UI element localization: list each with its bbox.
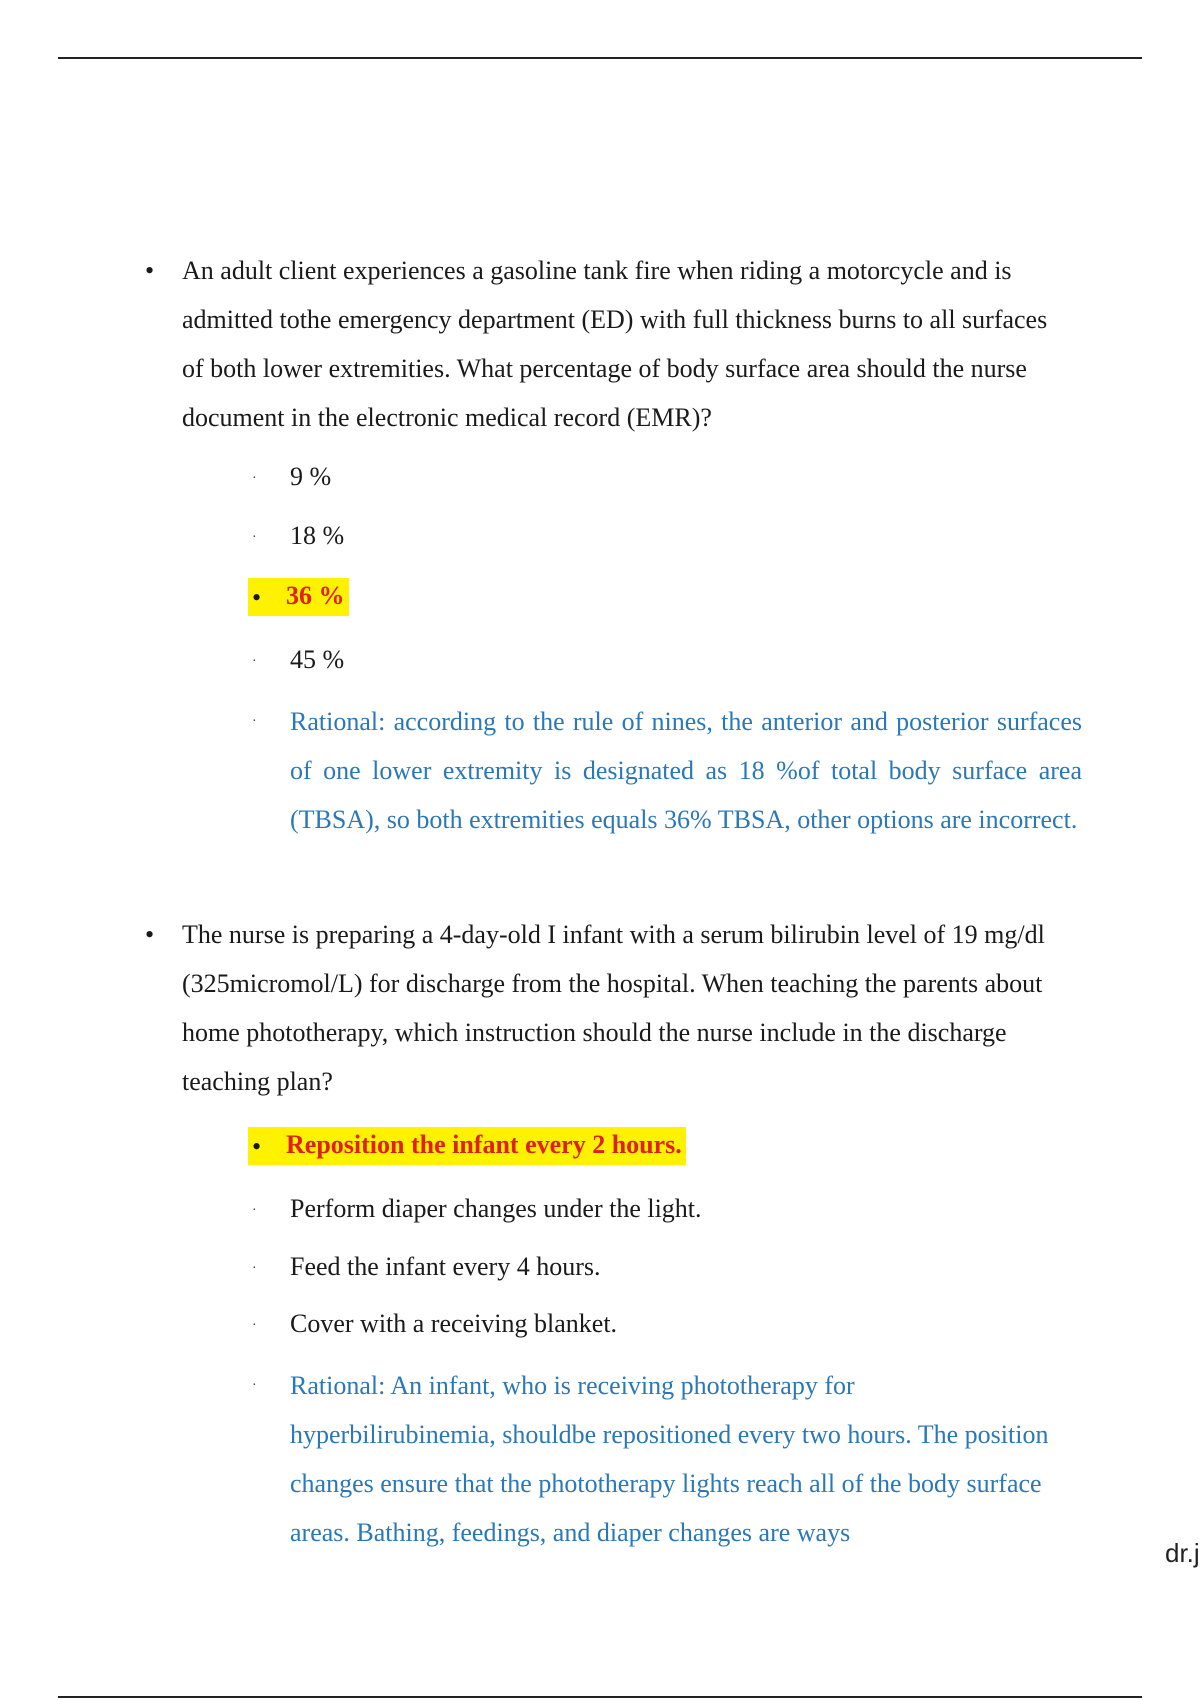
bullet-icon: · — [252, 1318, 257, 1334]
option-label: 9 % — [290, 462, 332, 491]
option-label: Reposition the infant every 2 hours. — [286, 1130, 682, 1159]
bullet-icon: • — [252, 583, 262, 613]
bullet-icon: · — [252, 530, 257, 546]
option-label: 36 % — [286, 581, 345, 610]
q2-option-c — [252, 1249, 600, 1287]
option-label: Cover with a receiving blanket. — [290, 1309, 618, 1338]
q1-option-d — [252, 642, 344, 680]
bullet-icon: · — [252, 471, 257, 487]
option-label: 18 % — [290, 521, 345, 550]
bullet-icon: · — [252, 1378, 257, 1393]
q1-rationale — [252, 697, 1082, 844]
q1-option-a — [252, 459, 331, 497]
bullet-icon: · — [252, 654, 257, 670]
footer-rule — [58, 1696, 1142, 1698]
question-2-text: The nurse is preparing a 4-day-old I infant with a serum bilirubin level of 19 mg/dl (325micromol/L) for discharge from the hospital. When teaching the parents about home phototherapy, which instruction should the nurse include in the discharge teaching plan? — [182, 920, 1045, 1096]
header-rule — [58, 57, 1142, 59]
watermark: dr.j — [1165, 1538, 1200, 1568]
q2-option-d — [252, 1306, 617, 1344]
question-1-text: An adult client experiences a gasoline tank fire when riding a motorcycle and is admitted tothe emergency department (ED) with full thickness burns to all surfaces of both lower extremities. What percentage of body surface area should the nurse document in the electronic medical record (EMR)? — [182, 256, 1048, 432]
bullet-icon: · — [252, 1203, 257, 1219]
bullet-icon: • — [145, 920, 155, 949]
rationale-text: Rational: according to the rule of nines, the anterior and posterior surfaces of one lower extremity is designated as 18 %of total body surface area (TBSA), so both extremities equals 36% TBSA, other options are incorrect. — [290, 707, 1082, 834]
q2-option-a-correct — [248, 1127, 686, 1165]
bullet-icon: · — [252, 1261, 257, 1277]
option-label: Feed the infant every 4 hours. — [290, 1252, 601, 1281]
question-2 — [145, 910, 1065, 1106]
bullet-icon: • — [252, 1132, 262, 1162]
option-label: Perform diaper changes under the light. — [290, 1194, 702, 1223]
q2-option-b — [252, 1191, 702, 1229]
q2-rationale — [252, 1361, 1052, 1557]
question-1 — [145, 246, 1065, 442]
option-label: 45 % — [290, 645, 345, 674]
rationale-text: Rational: An infant, who is receiving phototherapy for hyperbilirubinemia, shouldbe repositioned every two hours. The position changes ensure that the phototherapy lights reach all of the body surface areas. Bathing, feedings, and diaper changes are ways — [290, 1371, 1049, 1547]
q1-option-b — [252, 518, 344, 556]
q1-option-c-correct — [248, 578, 349, 616]
bullet-icon: • — [145, 256, 155, 285]
bullet-icon: · — [252, 714, 257, 729]
